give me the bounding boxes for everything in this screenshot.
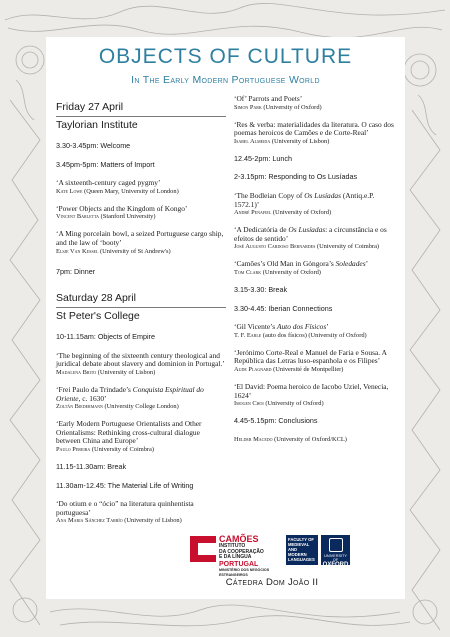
venue-heading: St Peter's College xyxy=(56,309,140,322)
paper-item xyxy=(234,192,398,217)
speaker-name: Madalena Brito xyxy=(56,368,97,376)
paper-title-part: ’ xyxy=(365,259,369,269)
paper-item xyxy=(234,383,398,408)
paper-title-part: ‘A Dedicatória de xyxy=(234,225,289,235)
speaker-name: Isabel Almeida xyxy=(234,137,271,145)
speaker-affiliation: (University of Lisbon) xyxy=(270,137,330,145)
faculty-logo xyxy=(286,535,318,565)
speaker-name: Ana Maria Sánchez Tarrío xyxy=(56,517,123,525)
paper-title: ‘Early Modern Portuguese Orientalists and Other Orientalisms: Rethinking cross-cultural dialogue between China and Europe’ xyxy=(56,419,202,446)
paper-title-part: (Antiq.e.P. 1572.1)’ xyxy=(234,190,375,209)
paper-item xyxy=(56,179,226,196)
speaker-name: José Augusto Cardoso Bernardes xyxy=(234,243,316,251)
paper-title-part: ‘Camões’s Old Man in Góngora’s xyxy=(234,259,336,269)
paper-title: ‘A Ming porcelain bowl, a seized Portuguese cargo ship, and the law of ‘booty’ xyxy=(56,229,224,247)
session-heading: 2-3.15pm: Responding to Os Lusíadas xyxy=(234,172,358,182)
program-panel xyxy=(46,37,405,599)
speaker-name: Vincent Barletta xyxy=(56,213,100,221)
speaker-affiliation: (Queen Mary, University of London) xyxy=(82,187,179,195)
paper-item xyxy=(234,260,398,277)
oxford-logo xyxy=(321,535,350,568)
paper-item xyxy=(56,352,226,377)
faculty-name: MEDIEVAL AND MODERN LANGUAGES xyxy=(288,542,315,562)
paper-title: ‘Jerónimo Corte-Real e Manuel de Faria e Sousa. A República das Letras luso-espanhola e os Filipes’ xyxy=(234,347,387,366)
speaker-affiliation: (University of Coimbra) xyxy=(315,243,380,251)
speaker-name: André Penafiel xyxy=(234,209,272,217)
paper-title xyxy=(234,323,398,332)
session-heading: 11.30am-12.45: The Material Life of Writing xyxy=(56,480,194,490)
camoes-line: DA COOPERAÇÃO xyxy=(219,548,264,555)
speaker-affiliation: (University of Oxford) xyxy=(261,103,322,111)
paper-title: ‘El David: Poema heroico de Iacobo Uziel, Venecia, 1624’ xyxy=(234,381,389,400)
oxford-label: UNIVERSITY OF xyxy=(324,554,347,562)
paper-title-part: ‘Gil Vicente’s xyxy=(234,322,277,332)
paper-title: ‘The beginning of the sixteenth century theological and juridical debate about slavery and dominion in Portugal.’ xyxy=(56,350,225,369)
paper-title-part: ‘The Bodleian Copy of xyxy=(234,190,305,200)
day-heading: Saturday 28 April xyxy=(56,292,136,305)
paper-item xyxy=(234,349,398,374)
paper-title: ‘A sixteenth-century caged pygmy’ xyxy=(56,178,161,188)
camoes-ministry: MINISTÉRIO DOS NEGÓCIOS ESTRANGEIROS xyxy=(219,567,270,577)
chair-name: Cátedra Dom João II xyxy=(225,577,319,588)
paper-item xyxy=(56,500,226,525)
paper-item xyxy=(234,95,398,112)
divider xyxy=(56,116,226,117)
paper-item xyxy=(234,121,398,146)
session-heading: 3.30-4.45: Iberian Connections xyxy=(234,303,333,313)
divider xyxy=(56,307,226,308)
paper-item xyxy=(56,205,226,222)
session-heading: 3.15-3.30: Break xyxy=(234,284,288,294)
paper-item xyxy=(234,436,398,444)
speaker-name: Zoltán Biedermann xyxy=(56,403,103,411)
paper-title-part: ’ xyxy=(326,322,329,332)
speaker-affiliation: (University of Oxford) xyxy=(261,268,321,276)
paper-title: ‘Res & verba: materialidades da literatura. O caso dos poemas heroicos de Camões e de Corte-Real’ xyxy=(234,119,394,138)
speaker-name: Paulo Pereira xyxy=(56,445,91,453)
paper-title-italic: Soledades xyxy=(335,259,366,269)
speaker-affiliation: (Stanford University) xyxy=(99,213,156,221)
paper-title xyxy=(234,226,398,243)
speaker-name: Kate Lowe xyxy=(56,187,83,195)
sponsor-logos xyxy=(190,535,350,575)
paper-title: ‘Power Objects and the Kingdom of Kongo’ xyxy=(56,203,188,213)
paper-title xyxy=(56,386,226,403)
camoes-logo-icon xyxy=(190,536,216,562)
paper-title: ‘Of’ Parrots and Poets’ xyxy=(234,94,303,103)
session-heading: 12.45-2pm: Lunch xyxy=(234,153,292,163)
paper-item xyxy=(56,386,226,411)
session-heading: 3.30-3.45pm: Welcome xyxy=(56,141,131,150)
paper-title-italic: Os Lusíadas xyxy=(304,190,341,200)
faculty-label: FACULTY OF xyxy=(288,537,314,542)
oxford-crest-icon xyxy=(329,538,343,552)
speaker-affiliation: (University of Oxford/KCL) xyxy=(272,435,347,443)
session-heading: 3.45pm-5pm: Matters of Import xyxy=(56,159,155,169)
speaker-affiliation: (Université de Montpellier) xyxy=(271,365,344,373)
paper-item xyxy=(56,230,226,255)
session-heading: 7pm: Dinner xyxy=(56,266,96,276)
speaker-affiliation: (University College London) xyxy=(102,403,179,411)
paper-title-italic: Conquista Espiritual do Oriente xyxy=(56,384,204,403)
paper-title-part: , c. 1630’ xyxy=(78,393,107,403)
camoes-name: CAMÕES xyxy=(219,534,259,544)
right-column xyxy=(234,95,398,453)
paper-item xyxy=(56,420,226,454)
session-heading: 4.45-5.15pm: Conclusions xyxy=(234,416,318,426)
paper-title-italic: Auto dos Físicos xyxy=(276,322,327,332)
speaker-affiliation: (University of Coimbra) xyxy=(90,445,154,453)
camoes-line: E DA LÍNGUA xyxy=(219,554,252,560)
paper-title xyxy=(234,260,398,269)
speaker-affiliation: (auto dos físicos) (University of Oxford) xyxy=(261,331,367,339)
venue-heading: Taylorian Institute xyxy=(56,118,138,131)
speaker-name: Elsje Van Kessel xyxy=(56,247,99,255)
paper-title-italic: Os Lusíadas xyxy=(288,225,326,235)
page-title: OBJECTS OF CULTURE xyxy=(98,45,353,68)
camoes-line: INSTITUTO xyxy=(219,543,246,549)
speaker-name: Helder Macedo xyxy=(234,435,273,443)
session-heading: 11.15-11.30am: Break xyxy=(56,461,127,471)
speaker-name: Imogen Choi xyxy=(234,400,264,408)
speaker-affiliation: (University of St Andrew's) xyxy=(98,247,171,255)
speaker-name: Simon Park xyxy=(234,103,262,111)
speaker-affiliation: (University of Lisbon) xyxy=(122,517,182,525)
speaker-affiliation: (University of Oxford) xyxy=(263,400,324,408)
speaker-name: Tom Clark xyxy=(234,268,262,276)
paper-item xyxy=(234,323,398,340)
paper-title: ‘Do otium e o “ócio” na literatura quinhentista portuguesa’ xyxy=(56,499,194,517)
camoes-logo-text xyxy=(219,535,283,579)
speaker-name: Aude Plagnard xyxy=(234,365,272,373)
paper-title-part: : a circunstância e os efeitos de sentido’ xyxy=(234,225,387,243)
paper-title-part: ‘Frei Paulo da Trindade’s xyxy=(56,384,133,394)
camoes-line: PORTUGAL xyxy=(219,560,259,568)
oxford-name: OXFORD xyxy=(322,562,349,568)
speaker-affiliation: (University of Oxford) xyxy=(271,209,332,217)
paper-title xyxy=(234,192,398,209)
left-column xyxy=(56,101,226,534)
session-heading: 10-11.15am: Objects of Empire xyxy=(56,332,155,342)
speaker-affiliation: (University of Lisbon) xyxy=(96,368,156,376)
day-heading: Friday 27 April xyxy=(56,101,124,113)
paper-item xyxy=(234,226,398,251)
page-subtitle: In The Early Modern Portuguese World xyxy=(131,74,320,86)
speaker-name: T. F. Earle xyxy=(234,331,262,339)
